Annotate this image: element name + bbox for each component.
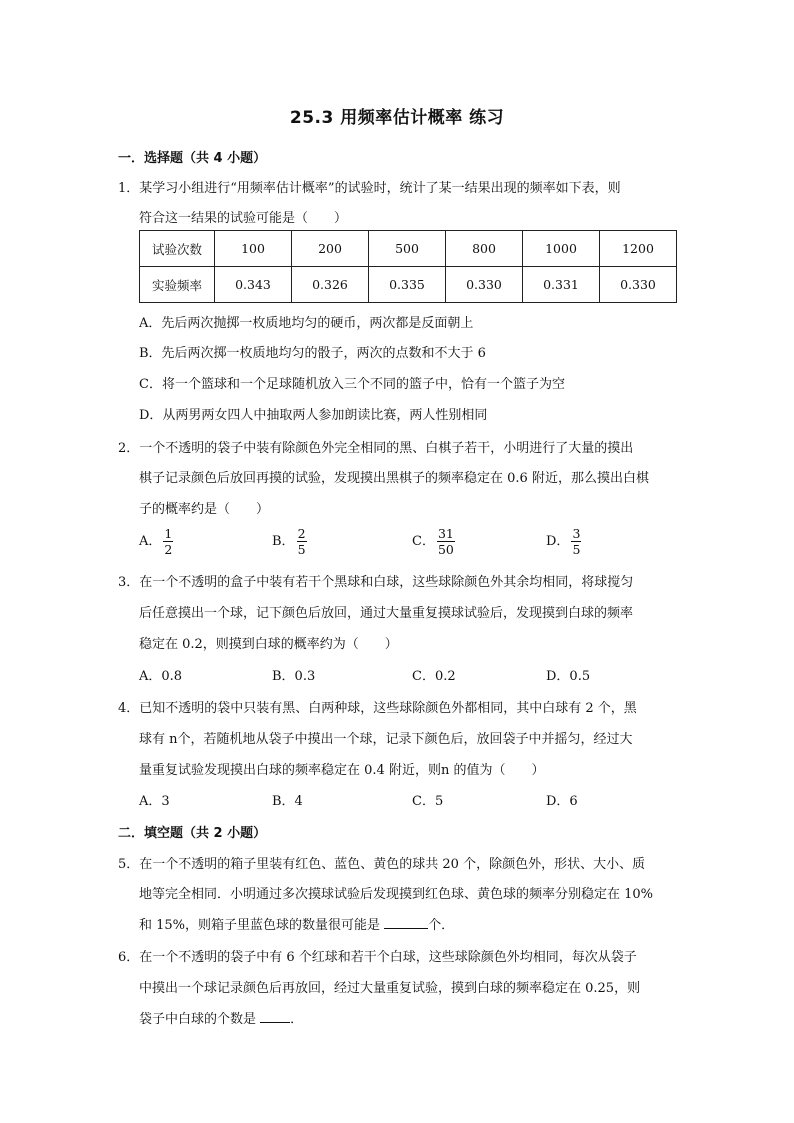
q2-line2: 棋子记录颜色后放回再摸的试验，发现摸出黑棋子的频率稳定在 0.6 附近，那么摸出白棋 [139,471,649,486]
table-cell: 实验频率 [140,267,215,303]
table-cell: 0.330 [446,267,523,303]
fraction-denominator: 50 [437,542,454,557]
fraction [163,526,173,557]
fraction-numerator: 3 [572,526,581,541]
q6-line3 [139,1008,303,1027]
table-cell: 1200 [600,231,677,267]
q3-line2: 后任意摸出一个球，记下颜色后放回，通过大量重复摸球试验后，发现摸到白球的频率 [139,606,634,621]
q6-line3-end: ． [290,1012,304,1027]
section-fill-heading: 二．填空题（共 2 小题） [118,826,267,841]
q2-option-c [412,526,455,557]
table-cell: 500 [369,231,446,267]
answer-blank[interactable] [260,1010,290,1023]
fraction-numerator: 31 [437,526,454,541]
answer-blank[interactable] [384,916,428,929]
option-label: B． [272,534,295,549]
q3-option-d: D．0.5 [546,669,591,684]
fraction-denominator: 2 [164,542,173,557]
q5-line3-text: 和 15%，则箱子里蓝色球的数量很可能是 [139,918,385,933]
q3-option-c: C．0.2 [412,669,456,684]
q3-option-b: B．0.3 [272,669,316,684]
fraction [297,526,307,557]
table-cell: 0.326 [292,267,369,303]
q5-line2: 地等完全相同．小明通过多次摸球试验后发现摸到红色球、黄色球的频率分别稳定在 10% [139,887,654,902]
q4-line1: 4．已知不透明的袋中只装有黑、白两种球，这些球除颜色外都相同，其中白球有 2 个，黑 [118,701,637,716]
q1-line2: 符合这一结果的试验可能是（ ） [139,211,348,226]
table-cell: 0.335 [369,267,446,303]
q3-line1: 3．在一个不透明的盒子中装有若干个黑球和白球，这些球除颜色外其余均相同，将球搅匀 [118,575,634,590]
q5-line3-end: 个． [428,918,455,933]
page-title: 25.3 用频率估计概率 练习 [289,108,505,128]
option-label: A． [139,534,162,549]
option-label: C． [412,534,435,549]
table-cell: 200 [292,231,369,267]
table-cell: 0.343 [215,267,292,303]
table-cell: 1000 [523,231,600,267]
fraction [437,526,455,557]
q1-option-c: C．将一个篮球和一个足球随机放入三个不同的篮子中，恰有一个篮子为空 [139,377,565,392]
table-cell: 0.330 [600,267,677,303]
q4-option-b: B．4 [272,794,303,809]
q1-option-d: D．从两男两女四人中抽取两人参加朗读比赛，两人性别相同 [139,408,488,423]
q6-line2: 中摸出一个球记录颜色后再放回，经过大量重复试验，摸到白球的频率稳定在 0.25，则 [139,981,641,996]
option-label: D． [546,534,570,549]
q6-line1: 6．在一个不透明的袋子中有 6 个红球和若干个白球，这些球除颜色外均相同，每次从袋子 [118,950,637,965]
q5-line1: 5．在一个不透明的箱子里装有红色、蓝色、黄色的球共 20 个，除颜色外，形状、大小、质 [118,857,646,872]
q6-line3-text: 袋子中白球的个数是 [139,1012,261,1027]
q4-line3: 量重复试验发现摸出白球的频率稳定在 0.4 附近，则n 的值为（ ） [139,763,545,778]
q1-option-a: A．先后两次抛掷一枚质地均匀的硬币，两次都是反面朝上 [139,316,474,331]
frequency-table [139,230,677,303]
q4-option-c: C．5 [412,794,444,809]
q4-option-a: A．3 [139,794,170,809]
table-cell: 试验次数 [140,231,215,267]
table-cell: 100 [215,231,292,267]
fraction-denominator: 5 [572,542,581,557]
q3-option-a: A．0.8 [139,669,183,684]
q2-option-a [139,526,173,557]
q4-option-d: D．6 [546,794,578,809]
q1-line1: 1．某学习小组进行“用频率估计概率”的试验时，统计了某一结果出现的频率如下表，则 [118,181,621,196]
table-cell: 0.331 [523,267,600,303]
table-cell: 800 [446,231,523,267]
q4-line2: 球有 n个，若随机地从袋子中摸出一个球，记录下颜色后，放回袋子中并摇匀，经过大 [139,732,633,747]
q5-line3 [139,914,454,933]
fraction [571,526,581,557]
q2-line3: 子的概率约是（ ） [139,502,270,517]
fraction-numerator: 2 [297,526,306,541]
q3-line3: 稳定在 0.2，则摸到白球的概率约为（ ） [139,637,398,652]
fraction-denominator: 5 [297,542,306,557]
q2-option-d [546,526,581,557]
table-row-trials [140,231,677,267]
section-choice-heading: 一．选择题（共 4 小题） [118,151,267,166]
fraction-numerator: 1 [164,526,173,541]
q2-option-b [272,526,307,557]
table-row-frequency [140,267,677,303]
q2-line1: 2．一个不透明的袋子中装有除颜色外完全相同的黑、白棋子若干，小明进行了大量的摸出 [118,441,634,456]
q1-option-b: B．先后两次掷一枚质地均匀的骰子，两次的点数和不大于 6 [139,346,486,361]
